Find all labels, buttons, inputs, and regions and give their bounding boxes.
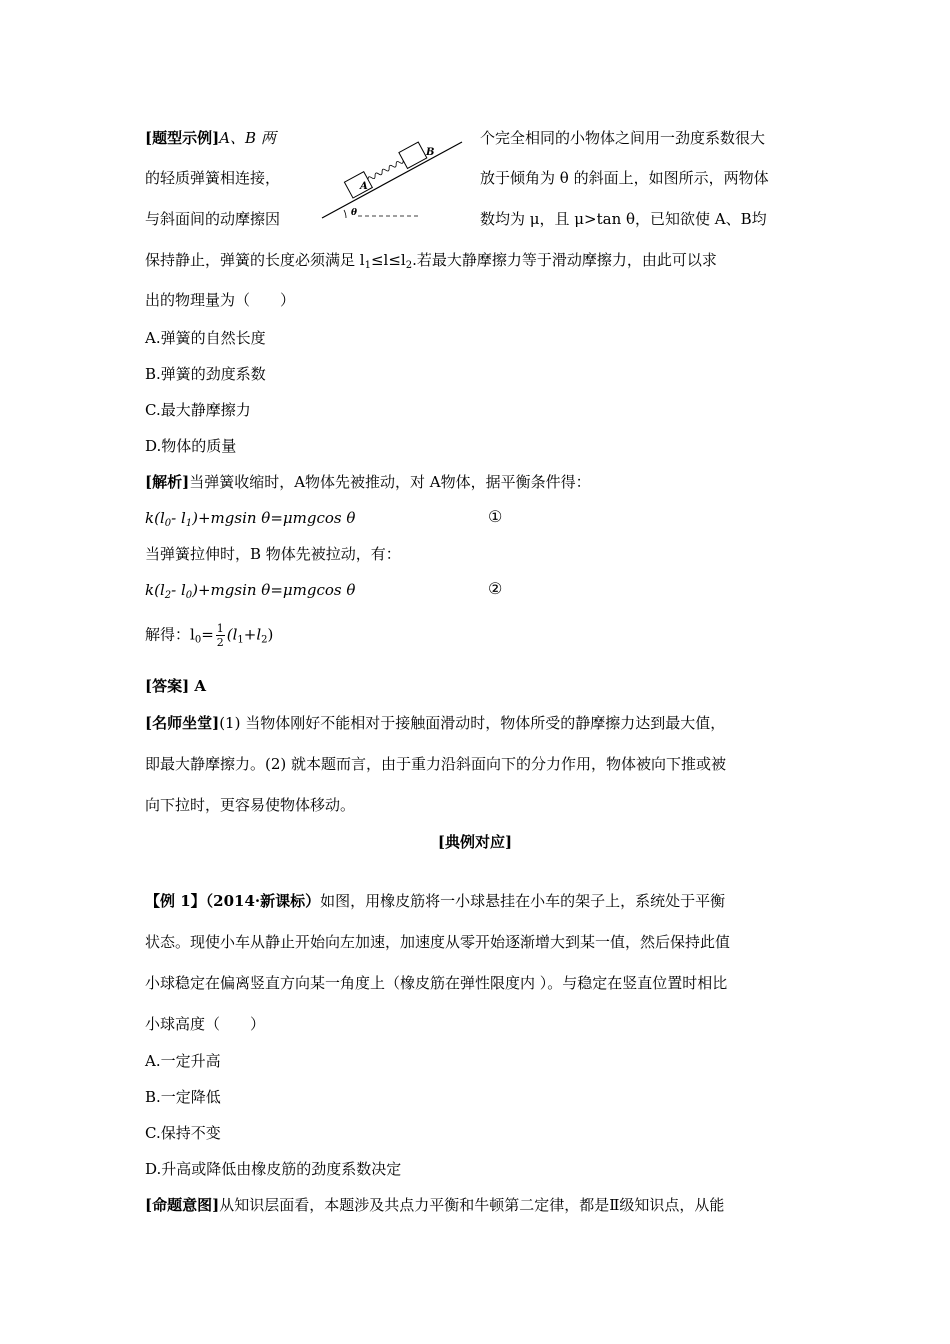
example-option-c: C.保持不变 <box>145 1124 221 1142</box>
teacher-tag: [名师坐堂] <box>145 714 220 732</box>
answer-line: [答案] A <box>145 677 207 695</box>
example-line-4: 小球高度（ ） <box>145 1015 266 1033</box>
incline-figure <box>318 120 468 230</box>
equation-2-number: ② <box>488 579 503 598</box>
option-d: D.物体的质量 <box>145 437 237 455</box>
analysis-tag: [解析] <box>145 473 190 491</box>
problem-row-1 <box>145 128 276 148</box>
intent-tag: [命题意图] <box>145 1196 220 1214</box>
problem-tag: [题型示例] <box>145 129 220 147</box>
solution-line: 解得：$l_0=$ $\frac{1}{2}$ $(l_1+l_2)$ <box>145 622 274 649</box>
problem-row-4: 保持静止，弹簧的长度必须满足 $l_1\le l\le l_2$.若最大静摩擦力等于滑动摩擦力，由此可以求 <box>145 251 717 271</box>
example-option-a: A.一定升高 <box>145 1052 221 1070</box>
intent-line: [命题意图]从知识层面看，本题涉及共点力平衡和牛顿第二定律，都是Ⅱ级知识点，从能 <box>145 1196 725 1214</box>
figure-label-a: A <box>360 181 368 192</box>
analysis-line: [解析]当弹簧收缩时，A物体先被推动，对 A物体，据平衡条件得： <box>145 473 591 491</box>
example-line-3: 小球稳定在偏离竖直方向某一角度上（橡皮筋在弹性限度内 ）。与稳定在竖直位置时相比 <box>145 974 728 992</box>
example-tag: 【例 1】 <box>145 892 206 910</box>
fraction: $\frac{1}{2}$ <box>216 622 224 649</box>
teacher-line-3: 向下拉时，更容易使物体移动。 <box>145 796 356 814</box>
equation-1-number: ① <box>488 507 503 526</box>
teacher-line-1: [名师坐堂](1) 当物体刚好不能相对于接触面滑动时，物体所受的静摩擦力达到最大值， <box>145 714 726 732</box>
example-line-1: 【例 1】（2014·新课标）如图，用橡皮筋将一小球悬挂在小车的架子上，系统处于平衡 <box>145 892 726 910</box>
problem-row-2-right: 放于倾角为 θ 的斜面上，如图所示，两物体 <box>480 169 769 187</box>
example-line-2: 状态。现使小车从静止开始向左加速，加速度从零开始逐渐增大到某一值，然后保持此值 <box>145 933 731 951</box>
option-c: C.最大静摩擦力 <box>145 401 251 419</box>
problem-row-5: 出的物理量为（ ） <box>145 291 296 309</box>
section-heading: [典例对应] <box>437 833 513 851</box>
example-option-d: D.升高或降低由橡皮筋的劲度系数决定 <box>145 1160 402 1178</box>
option-a: A.弹簧的自然长度 <box>145 329 266 347</box>
figure-label-theta: θ <box>351 208 358 218</box>
equation-1: $k(l_0-$ $l_1)+mgsin$ θ=μmgcos θ <box>145 509 356 529</box>
problem-row-2-left: 的轻质弹簧相连接， <box>145 169 281 187</box>
equation-2: $k(l_2-$ $l_0)+mgsin$ θ=μmgcos θ <box>145 581 356 601</box>
problem-row1-left: A、B 两 <box>219 129 276 147</box>
example-source: （2014·新课标） <box>205 892 321 910</box>
teacher-line-2: 即最大静摩擦力。(2) 就本题而言，由于重力沿斜面向下的分力作用，物体被向下推或被 <box>145 755 727 773</box>
analysis-mid-text: 当弹簧拉伸时，B 物体先被拉动，有： <box>145 545 401 563</box>
example-option-b: B.一定降低 <box>145 1088 221 1106</box>
problem-row-3-left: 与斜面间的动摩擦因 <box>145 210 281 228</box>
problem-row-1-right: 个完全相同的小物体之间用一劲度系数很大 <box>480 129 766 147</box>
problem-row-3-right: 数均为 μ，且 μ>tan θ，已知欲使 A、B均 <box>480 210 767 228</box>
figure-label-b: B <box>426 147 435 158</box>
option-b: B.弹簧的劲度系数 <box>145 365 266 383</box>
